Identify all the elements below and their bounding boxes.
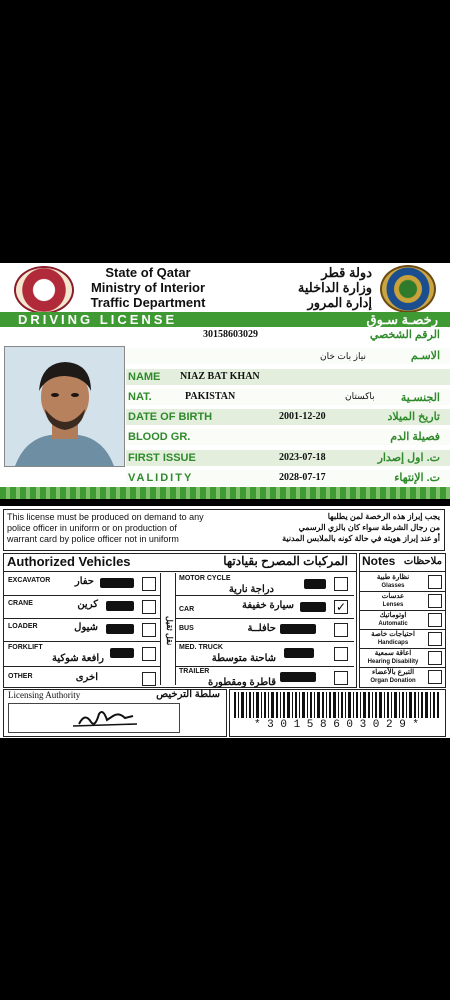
license-title-ar: رخصـة سـوق	[366, 312, 438, 327]
header-en	[78, 265, 218, 310]
category-label-en: TRAILER	[179, 668, 210, 675]
category-checkbox[interactable]	[142, 647, 156, 661]
note-label-ar: احتياجات خاصة	[371, 631, 415, 638]
header-ar-line: وزارة الداخلية	[297, 280, 372, 295]
note-label-ar: التبرع بالأعضاء	[371, 669, 415, 676]
note-item	[360, 592, 445, 611]
personal-number-label: الرقم الشخصي	[369, 329, 440, 341]
category-label-ar: حفار	[74, 576, 94, 587]
car-checkbox-checked[interactable]: ✓	[335, 600, 347, 614]
header-ar	[262, 265, 372, 310]
category-label-en: FORKLIFT	[8, 644, 43, 651]
note-label-en: Organ Donation	[370, 678, 416, 684]
vehicle-category-forklift	[4, 642, 160, 667]
notes-list	[360, 573, 445, 686]
first-issue-value: 2023-07-18	[279, 452, 326, 463]
name-value: NIAZ BAT KHAN	[180, 371, 260, 382]
header-ar-line: إدارة المرور	[307, 295, 372, 310]
note-label-ar: نظارة طبية	[376, 574, 410, 581]
note-item	[360, 611, 445, 630]
category-checkbox[interactable]	[334, 577, 348, 591]
blood-label: BLOOD GR.	[128, 431, 191, 443]
category-label-ar: اخرى	[75, 672, 98, 683]
note-item	[360, 668, 445, 686]
category-label-ar: شاحنة متوسطة	[211, 653, 276, 664]
excavator-icon	[100, 578, 134, 588]
category-checkbox[interactable]	[334, 671, 348, 685]
notes-title-ar: ملاحظات	[403, 556, 442, 567]
note-item	[360, 573, 445, 592]
vehicle-category-loader	[4, 619, 160, 642]
note-label-en: Hearing Disability	[367, 659, 419, 665]
name-ar-label: الاسـم	[410, 350, 440, 362]
bus-icon	[280, 624, 316, 634]
vehicle-category-crane	[4, 596, 160, 619]
note-label-ar: اوتوماتيك	[379, 612, 407, 619]
category-label-en: CRANE	[8, 600, 33, 607]
note-checkbox[interactable]	[428, 613, 442, 627]
category-label-en: BUS	[179, 625, 194, 632]
notice-en	[7, 512, 204, 545]
vehicle-list-middle	[176, 573, 354, 689]
note-label-en: Lenses	[382, 602, 404, 608]
signature-icon	[9, 704, 179, 732]
dob-label: DATE OF BIRTH	[128, 411, 213, 423]
note-checkbox[interactable]	[428, 632, 442, 646]
notice-en-line: police officer in uniform or on production of	[7, 523, 177, 533]
note-label-en: Handicaps	[377, 640, 409, 646]
note-checkbox[interactable]	[428, 651, 442, 665]
category-label-en: MED. TRUCK	[179, 644, 223, 651]
trailer-icon	[280, 672, 316, 682]
category-label-ar: سيارة خفيفة	[242, 600, 294, 611]
name-label: NAME	[128, 371, 161, 383]
note-checkbox[interactable]	[428, 594, 442, 608]
dob-ar-label: تاريخ الميلاد	[387, 411, 440, 423]
validity-label: VALIDITY	[128, 472, 194, 484]
vehicles-title-ar: المركبات المصرح بقيادتها	[223, 554, 348, 568]
vehicle-category-trailer	[176, 667, 354, 689]
car-icon	[300, 602, 326, 612]
category-label-ar: قاطرة ومقطورة	[207, 677, 276, 688]
licensing-authority-en: Licensing Authority	[8, 690, 81, 700]
nationality-ar-value: باكستان	[345, 391, 375, 401]
personal-number: 30158603029	[203, 329, 258, 340]
holder-photo	[4, 346, 125, 467]
category-label-en: LOADER	[8, 623, 38, 630]
barcode-number: * 3 0 1 5 8 6 0 3 0 2 9 *	[253, 719, 420, 731]
crane-icon	[106, 601, 134, 611]
notice-ar-line: من رجال الشرطة سواء كان بالزي الرسمي	[298, 523, 440, 532]
nationality-value: PAKISTAN	[185, 391, 236, 402]
category-label-ar: شيول	[74, 622, 98, 633]
license-front	[0, 263, 450, 499]
header-en-line: Traffic Department	[90, 295, 206, 310]
license-back	[0, 506, 450, 738]
category-checkbox[interactable]	[142, 672, 156, 686]
category-checkbox[interactable]	[142, 600, 156, 614]
vehicle-category-car	[176, 596, 354, 619]
header-ar-line: دولة قطر	[321, 265, 372, 280]
ministry-emblem-icon	[380, 265, 436, 313]
category-label-en: OTHER	[8, 673, 33, 680]
qatar-emblem-icon	[14, 266, 74, 314]
category-checkbox[interactable]	[334, 647, 348, 661]
vehicles-title-en: Authorized Vehicles	[7, 554, 131, 569]
notice-ar	[240, 511, 440, 544]
category-label-ar: رافعة شوكية	[51, 653, 104, 664]
vehicle-category-excavator	[4, 573, 160, 596]
first-issue-label: FIRST ISSUE	[128, 452, 196, 464]
category-label-en: MOTOR CYCLE	[179, 575, 231, 582]
note-label-en: Automatic	[378, 621, 408, 627]
notice-ar-line: يجب إبراز هذه الرخصة لمن يطلبها	[327, 512, 440, 521]
vehicle-category-med-truck	[176, 642, 354, 667]
note-item	[360, 649, 445, 668]
notice-en-line: This license must be produced on demand to any	[7, 512, 204, 522]
note-checkbox[interactable]	[428, 670, 442, 684]
header-en-line: State of Qatar	[105, 265, 191, 280]
blood-ar-label: فصيلة الدم	[390, 431, 440, 443]
first-issue-ar-label: ت. اول إصدار	[377, 452, 440, 464]
note-label-en: Glasses	[381, 583, 405, 589]
note-item	[360, 630, 445, 649]
loader-icon	[106, 624, 134, 634]
barcode-icon	[234, 692, 439, 718]
header-en-line: Ministry of Interior	[90, 280, 206, 295]
heavy-transport-label: نقل ثقيل	[165, 616, 174, 646]
license-title-en: DRIVING LICENSE	[18, 312, 178, 327]
category-label-ar: دراجة نارية	[228, 584, 274, 595]
note-label-ar: اعاقة سمعية	[374, 650, 412, 657]
forklift-icon	[110, 648, 134, 658]
licensing-authority-ar: سلطة الترخيص	[156, 689, 220, 700]
category-checkbox[interactable]	[142, 623, 156, 637]
vehicle-category-other	[4, 667, 160, 689]
name-ar-value: نياز بات خان	[320, 351, 366, 361]
vehicle-list-left	[4, 573, 160, 689]
note-label-ar: عدسات	[381, 593, 405, 600]
nationality-label: NAT.	[128, 391, 152, 403]
notice-ar-line: أو عند إبراز هويته في حالة كونه بالملابس المدنية	[282, 534, 440, 543]
notes-title-en: Notes	[362, 554, 396, 568]
category-label-ar: كرين	[77, 599, 98, 610]
validity-ar-label: ت. الإنتهاء	[394, 472, 440, 484]
validity-value: 2028-07-17	[279, 472, 326, 483]
decorative-border	[0, 487, 450, 499]
note-checkbox[interactable]	[428, 575, 442, 589]
category-label-ar: حافلــة	[247, 623, 276, 634]
stripe	[126, 369, 450, 385]
vehicle-category-bus	[176, 619, 354, 642]
nationality-ar-label: الجنسـية	[400, 392, 440, 404]
truck-icon	[284, 648, 314, 658]
motorcycle-icon	[304, 579, 326, 589]
category-checkbox[interactable]	[334, 623, 348, 637]
signature-area	[8, 703, 180, 733]
vehicle-category-motorcycle	[176, 573, 354, 596]
dob-value: 2001-12-20	[279, 411, 326, 422]
category-label-en: EXCAVATOR	[8, 577, 51, 584]
category-label-en: CAR	[179, 606, 195, 613]
notice-en-line: warrant card by police officer not in uniform	[7, 534, 179, 544]
category-checkbox[interactable]	[142, 577, 156, 591]
